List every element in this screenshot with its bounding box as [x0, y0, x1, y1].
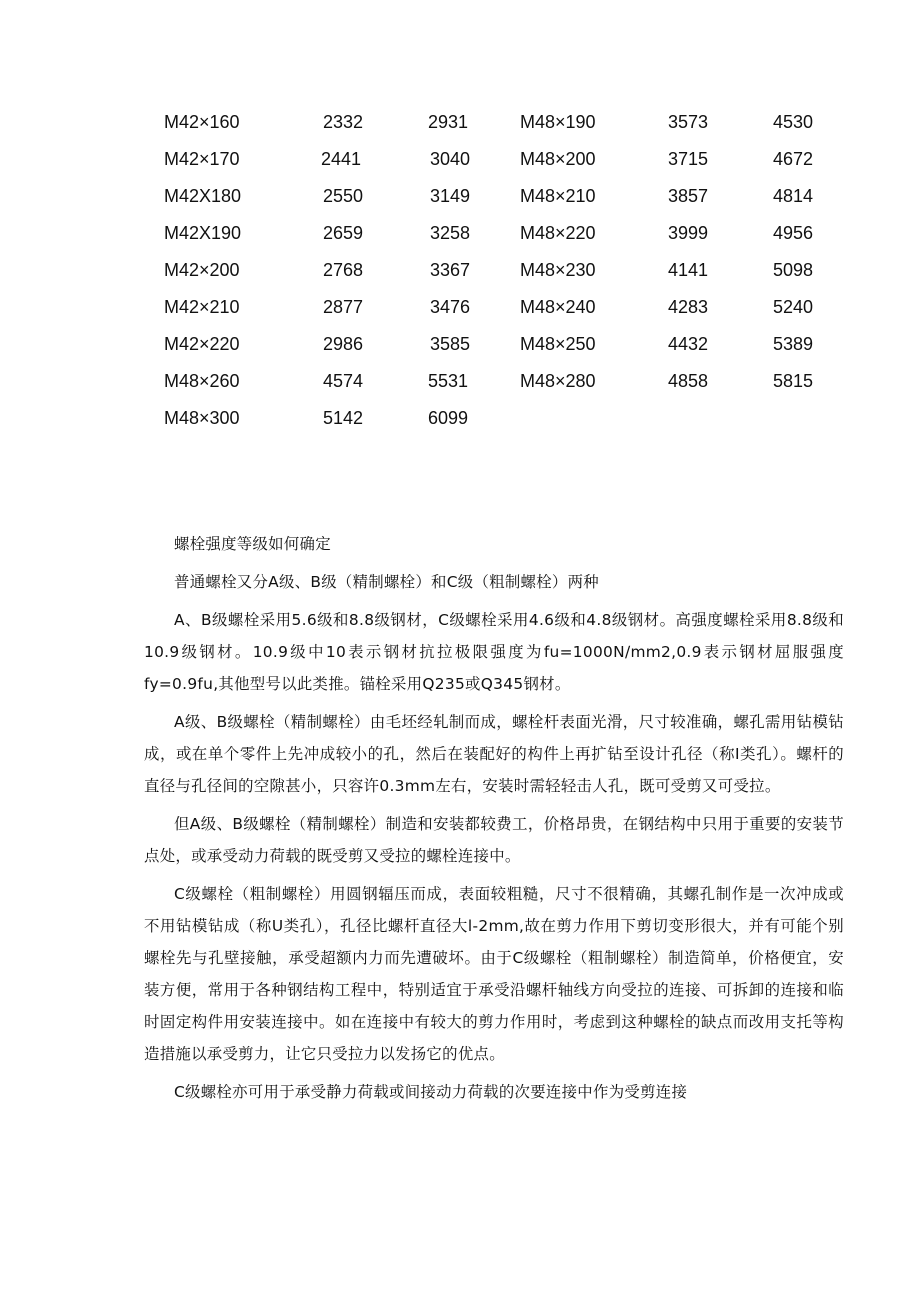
table-cell: 5815	[773, 371, 814, 391]
table-cell: 4283	[668, 297, 709, 317]
table-cell: M42X180	[164, 186, 242, 206]
table-cell: 5098	[773, 260, 814, 280]
table-cell: 4141	[668, 260, 709, 280]
table-cell: 5389	[773, 334, 814, 354]
table-cell: M42X190	[164, 223, 242, 243]
paragraph: A级、B级螺栓（精制螺栓）由毛坯经轧制而成，螺栓杆表面光滑，尺寸较准确，螺孔需用钻模钻成，或在单个零件上先冲成较小的孔，然后在装配好的构件上再扩钻至设计孔径（称I类孔）。螺杆的直径与孔径间的空隙甚小，只容许0.3mm左右，安装时需轻轻击人孔，既可受剪又可受拉。	[144, 713, 844, 795]
table-cell: M42×220	[164, 334, 240, 354]
table-cell: 2768	[323, 260, 364, 280]
table-cell: M48×200	[520, 149, 596, 169]
table-cell: 2441	[321, 149, 362, 169]
table-cell: 3857	[668, 186, 709, 206]
table-cell: 2931	[428, 112, 469, 132]
table-cell: 2986	[323, 334, 364, 354]
table-cell: 4672	[773, 149, 814, 169]
table-cell: M42×170	[164, 149, 240, 169]
paragraph: C级螺栓亦可用于承受静力荷载或间接动力荷载的次要连接中作为受剪连接	[174, 1083, 688, 1101]
table-row	[0, 178, 920, 215]
table-cell: 2550	[323, 186, 364, 206]
table-row	[0, 289, 920, 326]
table-cell: 4530	[773, 112, 814, 132]
paragraph: 但A级、B级螺栓（精制螺栓）制造和安装都较费工，价格昂贵，在钢结构中只用于重要的安装节点处，或承受动力荷载的既受剪又受拉的螺栓连接中。	[144, 815, 844, 865]
table-row	[0, 104, 920, 141]
table-row	[0, 252, 920, 289]
table-cell: 3715	[668, 149, 709, 169]
table-cell: M48×210	[520, 186, 596, 206]
table-cell: 4574	[323, 371, 364, 391]
table-cell: 3585	[430, 334, 471, 354]
table-cell: 2659	[323, 223, 364, 243]
table-cell: 4956	[773, 223, 814, 243]
table-cell: 3476	[430, 297, 471, 317]
article-body	[144, 528, 844, 1114]
table-cell: 3367	[430, 260, 471, 280]
table-cell: 3040	[430, 149, 471, 169]
table-cell: 3573	[668, 112, 709, 132]
table-cell: M48×240	[520, 297, 596, 317]
table-row	[0, 141, 920, 178]
table-cell: M42×160	[164, 112, 240, 132]
table-row	[0, 363, 920, 400]
table-cell: 4814	[773, 186, 814, 206]
table-cell: 5142	[323, 408, 364, 428]
table-row	[0, 400, 920, 437]
table-cell: 3258	[430, 223, 471, 243]
table-cell: M48×280	[520, 371, 596, 391]
table-cell: M42×200	[164, 260, 240, 280]
paragraph: C级螺栓（粗制螺栓）用圆钢辐压而成，表面较粗糙，尺寸不很精确，其螺孔制作是一次冲成或不用钻模钻成（称U类孔），孔径比螺杆直径大l-2mm,故在剪力作用下剪切变形很大，并有可能个别螺栓先与孔壁接触，承受超额内力而先遭破坏。由于C级螺栓（粗制螺栓）制造简单，价格便宜，安装方便，常用于各种钢结构工程中，特别适宜于承受沿螺杆轴线方向受拉的连接、可拆卸的连接和临时固定构件用安装连接中。如在连接中有较大的剪力作用时，考虑到这种螺栓的缺点而改用支托等构造措施以承受剪力，让它只受拉力以发扬它的优点。	[144, 885, 844, 1063]
table-cell: 5531	[428, 371, 469, 391]
bolt-spec-table	[0, 104, 920, 437]
table-cell: 2332	[323, 112, 364, 132]
table-cell: M48×260	[164, 371, 240, 391]
table-cell: M42×210	[164, 297, 240, 317]
table-cell: 3149	[430, 186, 471, 206]
table-cell: M48×220	[520, 223, 596, 243]
table-cell: 5240	[773, 297, 814, 317]
table-row	[0, 215, 920, 252]
paragraph: 普通螺栓又分A级、B级（精制螺栓）和C级（粗制螺栓）两种	[174, 573, 599, 591]
paragraph: A、B级螺栓采用5.6级和8.8级钢材，C级螺栓采用4.6级和4.8级钢材。高强度螺栓采用8.8级和10.9级钢材。10.9级中10表示钢材抗拉极限强度为fu=1000N∕mm2,0.9表示钢材屈服强度fy=0.9fu,其他型号以此类推。锚栓采用Q235或Q345钢材。	[144, 611, 844, 693]
table-cell: 2877	[323, 297, 364, 317]
article-title: 螺栓强度等级如何确定	[174, 535, 331, 553]
table-cell: M48×300	[164, 408, 240, 428]
table-row	[0, 326, 920, 363]
table-cell: 4432	[668, 334, 709, 354]
table-cell: 3999	[668, 223, 709, 243]
table-cell: 4858	[668, 371, 709, 391]
table-cell: 6099	[428, 408, 469, 428]
table-cell: M48×250	[520, 334, 596, 354]
table-cell: M48×230	[520, 260, 596, 280]
table-cell: M48×190	[520, 112, 596, 132]
